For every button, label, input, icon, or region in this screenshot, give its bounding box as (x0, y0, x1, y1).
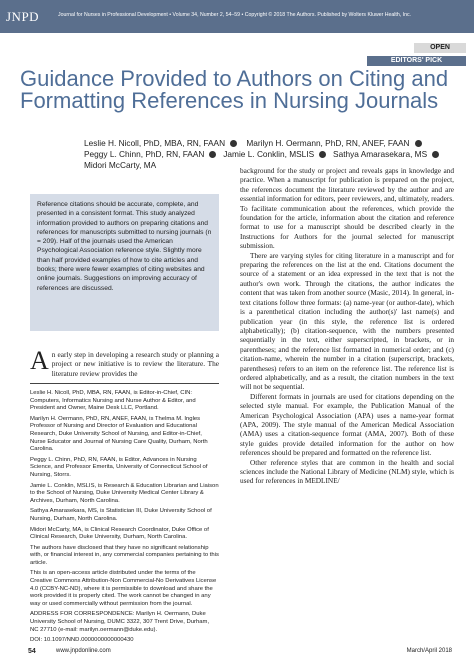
orcid-icon[interactable] (209, 151, 216, 158)
page-number: 54 (28, 648, 36, 655)
bio-paragraph: Sathya Amarasekara, MS, is Statistician III, Duke University School of Nursing, Durham, North Carolina. (30, 508, 212, 522)
body-paragraph: There are varying styles for citing literature in a manuscript and for preparing the references on the list at the end. Citations document the source of a statement or an idea expressed in the text that is not the author's own work. Through the citations, the author indicates the content that was taken from another source (Masic, 2014). In general, in-text citations follow three formats: (a) name-year (or author-date), which is a parenthetical citation including the author(s)' last name(s) and publication year (in this style, the reference list is ordered alphabetically); (b) citation-sequence, with the numbers presented sequentially in the text, either superscripted, in brackets, or in parentheses; and the reference list formatted in numerical order; and (c) citation-name, wherein the number in a citation (superscript, brackets, parentheses) refers to an item on the reference list. The reference list is ordered alphabetically, and as a result, the citation numbers in the text will not be sequential. (240, 250, 454, 392)
orcid-icon[interactable] (415, 140, 422, 147)
drop-cap: A (30, 346, 49, 375)
journal-header-bar (0, 0, 474, 33)
right-column-body (240, 166, 454, 486)
abstract-box: Reference citations should be accurate, complete, and presented in a consistent format. This study analyzed information provided to authors on preparing citations and references for manuscripts submitted to nursing journals (n = 209). Half of the journals used the American Psychological Association reference style. Slightly more than half provided examples of how to cite articles and books; there were fewer examples of citing websites and online journals. Suggestions on improving accuracy of references are discussed. (30, 194, 219, 331)
page-footer (0, 645, 474, 658)
author-conklin: Jamie L. Conklin, MSLIS (223, 149, 315, 159)
doi-line[interactable]: DOI: 10.1097/NND.0000000000000430 (30, 637, 134, 644)
journal-citation-line: Journal for Nurses in Professional Development • Volume 34, Number 2, 54–59 • Copyright © 2018 The Authors. Published by Wolters Kluwer Health, Inc. (58, 12, 411, 18)
orcid-icon[interactable] (230, 140, 237, 147)
intro-text: n early step in developing a research study or planning a project or new initiative is to review the literature. The literature review provides the (51, 350, 219, 378)
journal-logo: JNPD (6, 9, 40, 24)
journal-url-link[interactable]: www.jnpdonline.com (56, 648, 111, 654)
license-paragraph: This is an open-access article distributed under the terms of the Creative Commons Attribution-Non Commercial-No Derivatives License 4.0 (CCBY-NC-ND), where it is permissible to download and share the work provided it is properly cited. The work cannot be changed in any way or used commercially without permission from the journal. (30, 570, 217, 607)
author-mccarty: Midori McCarty, MA (84, 160, 157, 170)
bio-paragraph: Leslie H. Nicoll, PhD, MBA, RN, FAAN, is Editor-in-Chief, CIN: Computers, Informatics Nursing and Nurse Author & Editor, and President and Owner, Maine Desk LLC, Portland. (30, 390, 196, 412)
correspondence-paragraph[interactable]: ADDRESS FOR CORRESPONDENCE: Marilyn H. Oermann, Duke University School of Nursing, DUMC 3322, 307 Trent Drive, Durham, NC 27710 (e-mail: marilyn.oermann@duke.edu). (30, 611, 210, 633)
editors-pick-badge: EDITORS' PICK (367, 56, 466, 66)
bio-paragraph: Midori McCarty, MA, is Clinical Research Coordinator, Duke Office of Clinical Research, Duke University, Durham, North Carolina. (30, 526, 209, 541)
body-paragraph: Other reference styles that are common in the health and social sciences include the National Library of Medicine (NLM) style, which is used for references in MEDLINE/ (240, 457, 454, 486)
bio-paragraph: Marilyn H. Oermann, PhD, RN, ANEF, FAAN, is Thelma M. Ingles Professor of Nursing and Director of Evaluation and Educational Research, Duke University School of Nursing, and Editor-in-Chief, Nurse Educator and Journal of Nursing Care Quality, Durham, North Carolina. (30, 415, 208, 453)
intro-paragraph (30, 346, 219, 378)
author-amarasekara: Sathya Amarasekara, MS (333, 149, 428, 159)
bio-paragraph: Peggy L. Chinn, PhD, RN, FAAN, is Editor, Advances in Nursing Science, and Professor Emerita, University of Connecticut School of Nursing, Storrs. (30, 456, 208, 478)
author-chinn: Peggy L. Chinn, PhD, RN, FAAN (84, 149, 205, 159)
article-title: Guidance Provided to Authors on Citing and Formatting References in Nursing Journals (20, 66, 449, 113)
body-paragraph: background for the study or project and reveals gaps in knowledge and practice. When a manuscript for publication is prepared on the project, the references document the literature reviewed by the author and are essential information for editors, peer reviewers, and, ultimately, readers. To facilitate communication about the references, which provide the foundation for the article, information about the citation and reference format to use for a manuscript should be described clearly in the Instructions for Authors for the journal selected for manuscript submission. (240, 166, 454, 251)
issue-date: March/April 2018 (406, 648, 452, 654)
body-paragraph: Different formats in journals are used for citations depending on the selected style manual. For example, the Publication Manual of the American Psychological Association (APA) uses a name-year format (APA, 2009). The style manual of the American Medical Association (AMA) uses a citation-sequence format (AMA, 2007). Both of these style guides provide detailed information for the author on how references should be prepared and formatted on the reference list. (240, 391, 454, 458)
author-oermann: Marilyn H. Oermann, PhD, RN, ANEF, FAAN (246, 138, 410, 148)
orcid-icon[interactable] (432, 151, 439, 158)
author-bios (30, 390, 219, 648)
disclosure-paragraph: The authors have disclosed that they have no significant relationship with, or financial interest in, any commercial companies pertaining to this article. (30, 544, 219, 566)
orcid-icon[interactable] (319, 151, 326, 158)
open-access-badge: OPEN (414, 43, 466, 53)
bio-paragraph: Jamie L. Conklin, MSLIS, is Research & Education Librarian and Liaison to the School of Nursing, Duke University Medical Center Library & Archives, Durham, North Carolina. (30, 482, 219, 504)
author-nicoll: Leslie H. Nicoll, PhD, MBA, RN, FAAN (84, 138, 226, 148)
section-divider (30, 383, 219, 384)
